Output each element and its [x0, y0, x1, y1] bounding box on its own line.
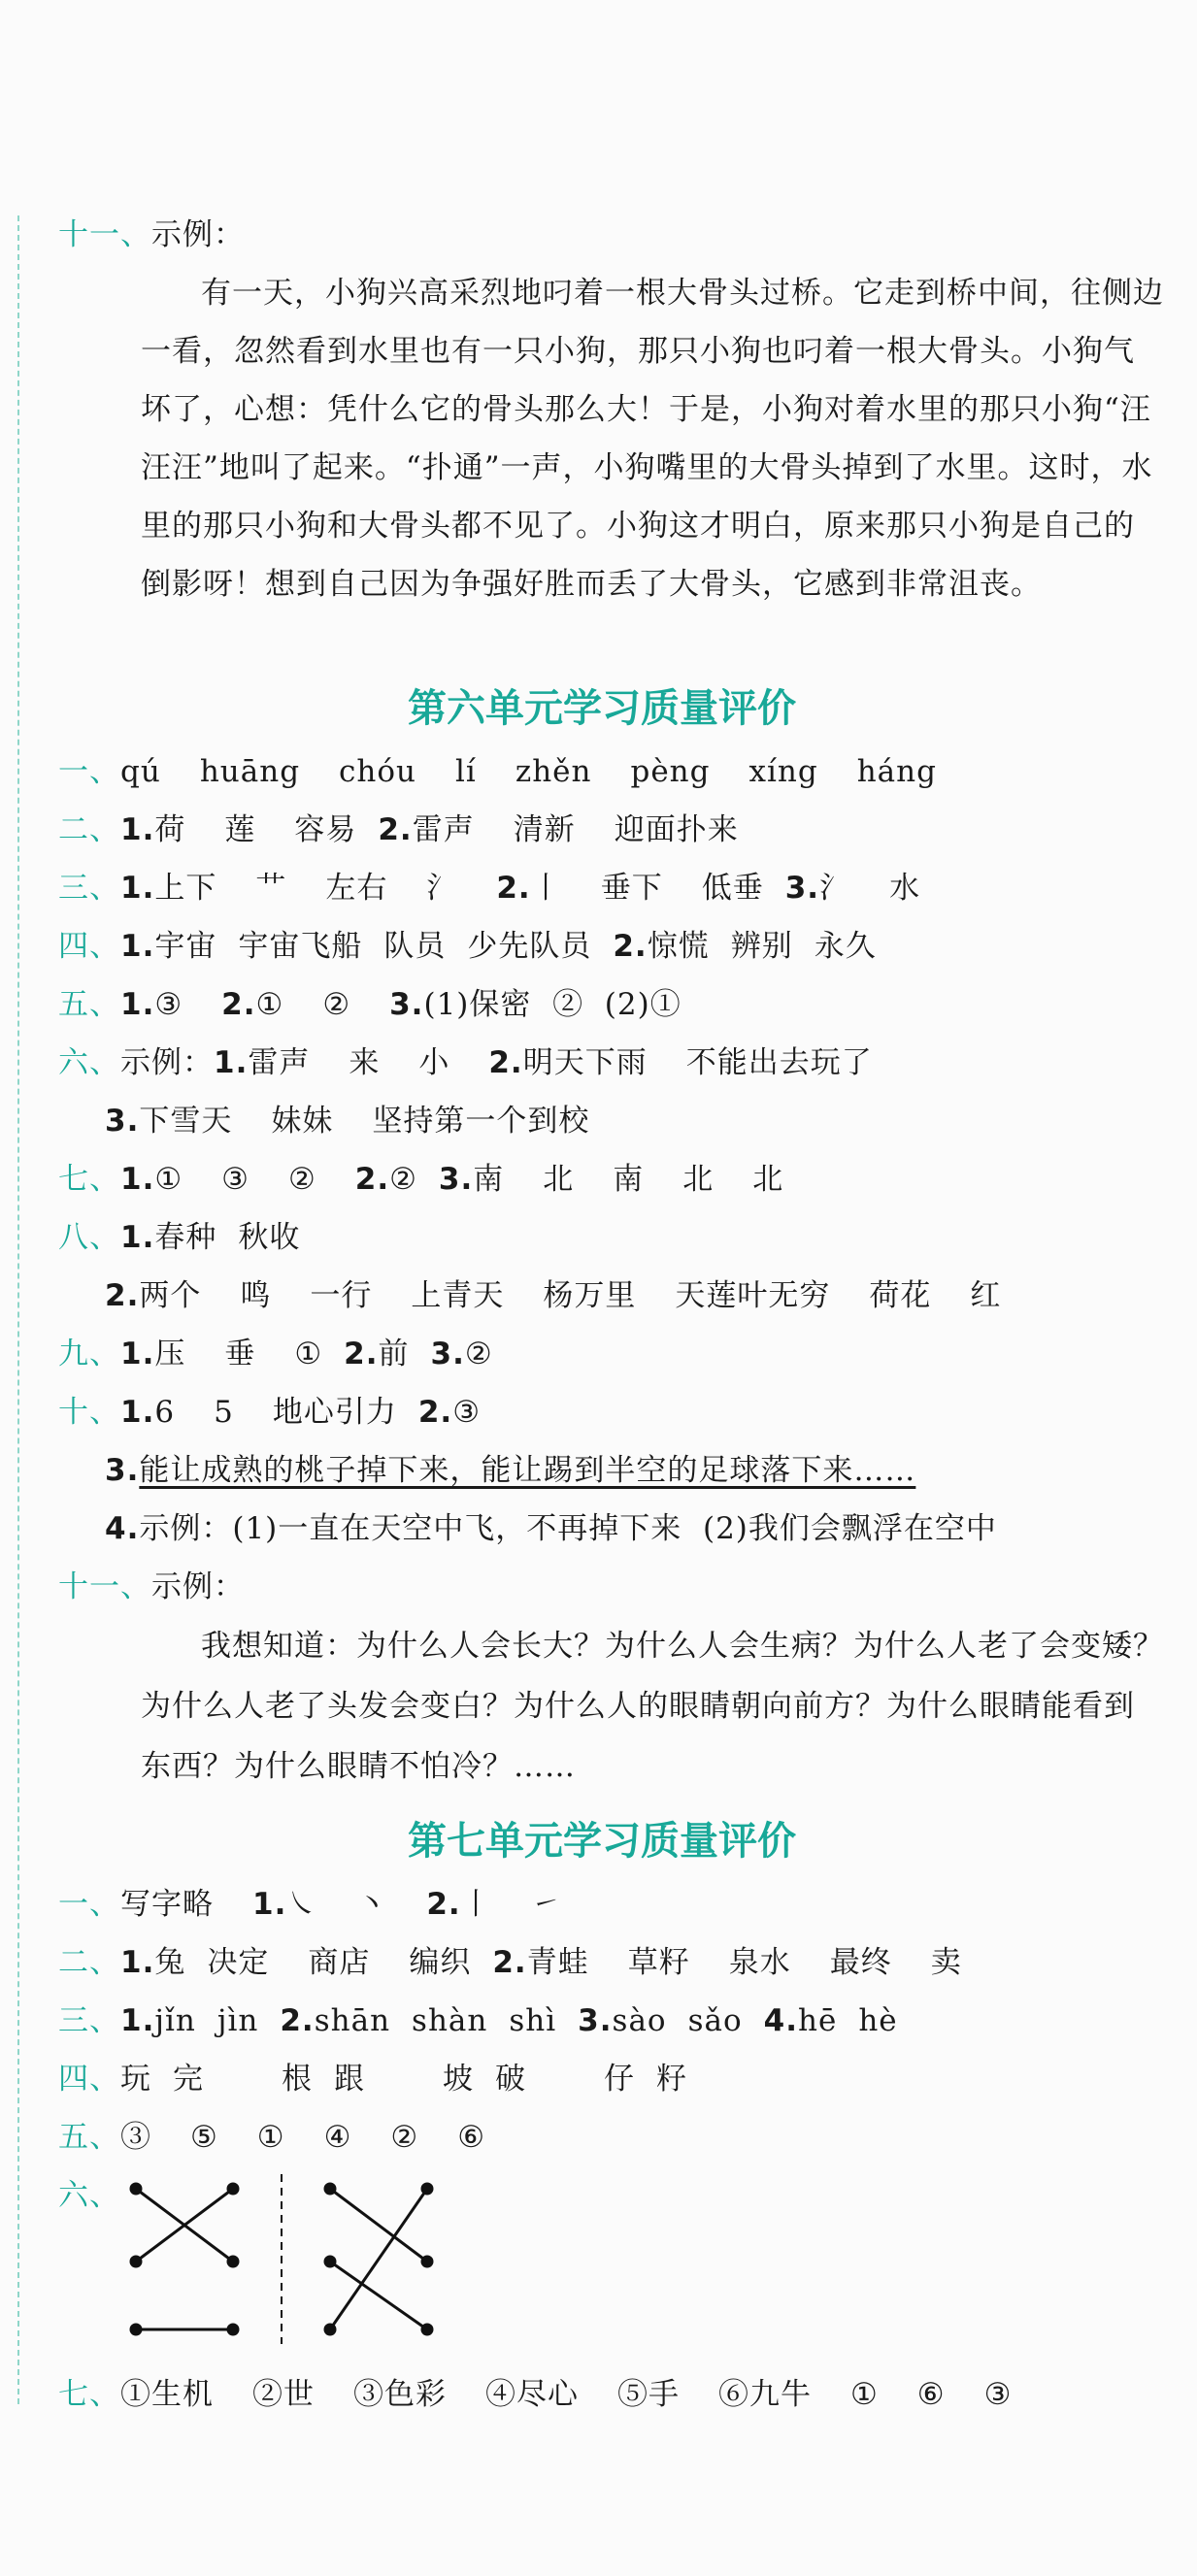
answer: 清新	[513, 812, 576, 847]
sub-num: 1.	[252, 1887, 287, 1922]
answer: ②	[390, 2120, 419, 2155]
q-label: 五、	[58, 987, 120, 1022]
stroke: 丨	[460, 1887, 492, 1922]
sub-num: 1.	[120, 812, 155, 847]
answer: 少先队员	[467, 929, 592, 964]
answer: 下雪天	[139, 1104, 233, 1139]
sub-num: 3.	[438, 1162, 474, 1197]
answer: 小	[418, 1045, 450, 1080]
q-label: 五、	[58, 2120, 120, 2155]
sub-num: 4.	[763, 2003, 799, 2038]
pinyin-item: sào	[612, 2003, 667, 2038]
answer: (1)保密 ② (2)①	[423, 987, 682, 1022]
answer: 仔	[604, 2062, 635, 2097]
u7-q3-line	[58, 2001, 898, 2040]
answer: ③	[221, 1162, 249, 1197]
answer: ②	[322, 987, 351, 1022]
answer: 北	[682, 1162, 715, 1197]
sub-num: 2.	[105, 1278, 140, 1313]
u6-q3-line	[58, 869, 920, 908]
u7-q7-line	[58, 2375, 1012, 2414]
q-label: 六、	[58, 1045, 120, 1080]
u6-q10-line2	[105, 1451, 915, 1490]
answer: 兔	[154, 1945, 186, 1980]
answer: ②世	[252, 2377, 315, 2412]
answer: 鸣	[240, 1278, 272, 1313]
sub-num: 2.	[492, 1945, 527, 1980]
answer: ⑤	[190, 2120, 218, 2155]
matching-diagram	[97, 2160, 505, 2354]
q-label: 六、	[58, 2178, 120, 2213]
u6-q8-line2	[105, 1276, 1001, 1315]
stroke: ㇀	[530, 1887, 562, 1922]
match-dot	[228, 2257, 238, 2266]
u6-essay	[141, 1616, 1165, 1797]
q-intro: 示例：	[151, 1569, 245, 1604]
sub-num: 3.	[105, 1453, 140, 1488]
answer: 辨别	[730, 929, 793, 964]
q-label: 十一、	[58, 1569, 151, 1604]
answer: 容易	[294, 812, 357, 847]
pinyin-item: hē	[798, 2003, 838, 2038]
answer: ①生机	[120, 2377, 214, 2412]
sub-num: 1.	[120, 929, 155, 964]
pinyin-item: chóu	[339, 754, 417, 789]
answer: 水	[889, 871, 921, 906]
pinyin-item: lí	[455, 754, 477, 789]
answer: 跟	[334, 2062, 365, 2097]
q-label: 三、	[58, 2003, 120, 2038]
answer: 春种	[154, 1220, 217, 1255]
sub-num: 3.	[105, 1104, 140, 1139]
sub-num: 2.	[280, 2003, 315, 2038]
pinyin-item: zhěn	[515, 754, 592, 789]
match-dot	[325, 2184, 335, 2194]
q-label: 七、	[58, 1162, 120, 1197]
sub-num: 3.	[389, 987, 424, 1022]
answer: ⑥	[457, 2120, 485, 2155]
answer: 明天下雨	[522, 1045, 648, 1080]
pinyin-item: qú	[120, 754, 161, 789]
answer: 雷声	[248, 1045, 311, 1080]
answer: 荷	[154, 812, 186, 847]
q-label: 八、	[58, 1220, 120, 1255]
q-label: 三、	[58, 871, 120, 906]
answer: 坚持第一个到校	[372, 1104, 590, 1139]
u7-q4-line	[58, 2060, 687, 2098]
pinyin-item: shān	[314, 2003, 391, 2038]
sub-num: 3.	[430, 1337, 465, 1371]
answer: ①	[294, 1337, 323, 1371]
pinyin-item: hè	[858, 2003, 898, 2038]
u6-q10-line	[58, 1393, 481, 1432]
sub-num: 3.	[784, 871, 820, 906]
answer: 北	[543, 1162, 575, 1197]
answer: 氵	[819, 871, 851, 906]
essay-text: 有一天，小狗兴高采烈地叼着一根大骨头过桥。它走到桥中间，往侧边一看，忽然看到水里也有一只小狗，那只小狗也叼着一根大骨头。小狗气坏了，心想：凭什么它的骨头那么大！于是，小狗对着水里的那只小狗“汪汪汪”地叫了起来。“扑通”一声，小狗嘴里的大骨头掉到了水里。这时，水里的那只小狗和大骨头都不见了。小狗这才明白，原来那只小狗是自己的倒影呀！想到自己因为争强好胜而丢了大骨头，它感到非常沮丧。	[141, 276, 1164, 602]
match-dot	[325, 2325, 335, 2334]
sub-num: 1.	[120, 871, 155, 906]
u5-q11-line	[58, 215, 245, 254]
match-dot	[228, 2184, 238, 2194]
match-dot	[422, 2257, 432, 2266]
answer: 宇宙飞船	[238, 929, 363, 964]
answer: 南	[613, 1162, 645, 1197]
answer: ⑥	[916, 2377, 946, 2412]
q-label: 七、	[58, 2377, 120, 2412]
answer: 能让成熟的桃子掉下来，能让踢到半空的足球落下来……	[139, 1453, 916, 1488]
q-label: 一、	[58, 1887, 120, 1922]
answer: 氵	[426, 871, 458, 906]
answer: 最终	[829, 1945, 892, 1980]
sub-num: 1.	[214, 1045, 249, 1080]
answer: ②	[287, 1162, 316, 1197]
essay-text: 我想知道：为什么人会长大？为什么人会生病？为什么人老了会变矮？为什么人老了头发会变白？为什么人的眼睛朝向前方？为什么眼睛能看到东西？为什么眼睛不怕冷？……	[141, 1629, 1164, 1784]
u6-q6-line	[58, 1043, 873, 1082]
answer: 丨	[530, 871, 562, 906]
match-dot	[131, 2257, 141, 2266]
answer: ②	[464, 1337, 493, 1371]
u6-q8-line	[58, 1218, 300, 1257]
answer: 籽	[656, 2062, 687, 2097]
pinyin-item: pèng	[630, 754, 711, 789]
sub-num: 2.	[354, 1162, 390, 1197]
answer: 破	[495, 2062, 526, 2097]
answer-page	[17, 215, 1184, 2412]
pinyin-item: shì	[509, 2003, 557, 2038]
answer: 宇宙	[154, 929, 217, 964]
answer: 青蛙	[526, 1945, 589, 1980]
answer: 玩	[120, 2062, 151, 2097]
match-line	[330, 2262, 427, 2329]
u6-q11-line	[58, 1568, 245, 1606]
answer: ①	[256, 2120, 285, 2155]
q-label: 四、	[58, 2062, 120, 2097]
answer: 写字略	[120, 1887, 214, 1922]
answer: ①	[154, 1162, 183, 1197]
sub-num: 2.	[221, 987, 256, 1022]
pinyin-item: xíng	[748, 754, 818, 789]
answer: 压	[154, 1337, 186, 1371]
match-line	[330, 2189, 427, 2329]
q-label: 二、	[58, 812, 120, 847]
q-label: 一、	[58, 754, 120, 789]
u7-q5-line	[58, 2118, 485, 2157]
answer: ③	[120, 2120, 151, 2155]
q-label: 四、	[58, 929, 120, 964]
u6-q2-line	[58, 810, 739, 849]
pinyin-item: huāng	[199, 754, 301, 789]
sub-num: 2.	[488, 1045, 523, 1080]
answer: 北	[752, 1162, 784, 1197]
match-dot	[228, 2325, 238, 2334]
u6-q10-line3	[105, 1509, 997, 1548]
q-label: 九、	[58, 1337, 120, 1371]
sub-num: 2.	[496, 871, 531, 906]
answer: 垂	[224, 1337, 256, 1371]
answer: ③	[154, 987, 183, 1022]
sub-num: 1.	[120, 987, 155, 1022]
match-dot	[131, 2325, 141, 2334]
sub-num: 2.	[426, 1887, 461, 1922]
pinyin-item: jìn	[216, 2003, 259, 2038]
answer: ④尽心	[485, 2377, 579, 2412]
answer: 示例：(1)一直在天空中飞，不再掉下来 (2)我们会飘浮在空中	[139, 1511, 997, 1546]
answer: 不能出去玩了	[685, 1045, 873, 1080]
answer: 左右	[325, 871, 388, 906]
sub-num: 4.	[105, 1511, 140, 1546]
answer: 红	[970, 1278, 1002, 1313]
q-label: 十一、	[58, 217, 151, 252]
answer: 来	[349, 1045, 381, 1080]
answer: 前	[378, 1337, 410, 1371]
answer: 坡	[443, 2062, 474, 2097]
answer: 天莲叶无穷	[675, 1278, 831, 1313]
answer: 妹妹	[271, 1104, 334, 1139]
answer: 泉水	[728, 1945, 791, 1980]
sub-num: 1.	[120, 1337, 155, 1371]
answer: ④	[323, 2120, 352, 2155]
match-dot	[422, 2184, 432, 2194]
u5-essay	[141, 264, 1165, 613]
answer: 低垂	[701, 871, 764, 906]
u6-q5-line	[58, 985, 682, 1024]
match-dot	[131, 2184, 141, 2194]
u7-q1-line	[58, 1885, 562, 1924]
answer: 草籽	[627, 1945, 690, 1980]
pinyin-item: sǎo	[687, 2003, 743, 2038]
sub-num: 2.	[613, 929, 648, 964]
match-line	[330, 2189, 427, 2262]
sub-num: 2.	[344, 1337, 379, 1371]
answer: 决定	[207, 1945, 270, 1980]
sub-num: 3.	[578, 2003, 613, 2038]
match-dot	[422, 2325, 432, 2334]
sub-num: 1.	[120, 1395, 155, 1430]
answer: 编织	[409, 1945, 472, 1980]
answer: 南	[473, 1162, 505, 1197]
answer: ③	[452, 1395, 481, 1430]
answer: ③	[983, 2377, 1013, 2412]
answer: 上下	[154, 871, 217, 906]
answer: 上青天	[411, 1278, 505, 1313]
answer: 地心引力	[272, 1395, 397, 1430]
answer: ①	[850, 2377, 879, 2412]
answer: 卖	[930, 1945, 962, 1980]
answer: 两个	[139, 1278, 202, 1313]
answer: 根	[282, 2062, 313, 2097]
answer: ⑤手	[617, 2377, 680, 2412]
stroke: 丶	[356, 1887, 388, 1922]
answer: ①	[255, 987, 284, 1022]
sub-num: 2.	[417, 1395, 453, 1430]
u6-q9-line	[58, 1335, 493, 1373]
answer: ②	[389, 1162, 417, 1197]
pinyin-item: shàn	[412, 2003, 488, 2038]
answer: 永久	[814, 929, 877, 964]
sub-num: 1.	[120, 1220, 155, 1255]
sub-num: 1.	[120, 1162, 155, 1197]
answer: ⑥九牛	[718, 2377, 812, 2412]
answer: 秋收	[238, 1220, 301, 1255]
answer: 垂下	[600, 871, 663, 906]
pinyin-item: háng	[856, 754, 937, 789]
sub-num: 1.	[120, 2003, 155, 2038]
q-label: 十、	[58, 1395, 120, 1430]
unit6-title: 第六单元学习质量评价	[408, 686, 796, 731]
stroke: ㇏	[286, 1887, 318, 1922]
answer: 商店	[308, 1945, 371, 1980]
q-intro: 示例：	[151, 217, 245, 252]
answer: 雷声	[412, 812, 475, 847]
answer: 艹	[255, 871, 287, 906]
answer: 5	[214, 1395, 234, 1430]
answer: 6	[154, 1395, 176, 1430]
pinyin-item: jǐn	[154, 2003, 196, 2038]
answer: 完	[173, 2062, 204, 2097]
u6-q1-line	[58, 752, 937, 791]
u6-q4-line	[58, 927, 877, 966]
answer: 队员	[383, 929, 447, 964]
sub-num: 2.	[378, 812, 413, 847]
sub-num: 1.	[120, 1945, 155, 1980]
unit7-title: 第七单元学习质量评价	[408, 1819, 796, 1864]
answer: 杨万里	[543, 1278, 637, 1313]
answer: 荷花	[869, 1278, 932, 1313]
answer: 惊慌	[647, 929, 710, 964]
u7-q2-line	[58, 1943, 962, 1982]
q-intro: 示例：	[120, 1045, 214, 1080]
answer: 一行	[310, 1278, 373, 1313]
u6-q6-line2	[105, 1102, 589, 1140]
q-label: 二、	[58, 1945, 120, 1980]
answer: ③色彩	[353, 2377, 447, 2412]
answer: 迎面扑来	[614, 812, 739, 847]
answer: 莲	[224, 812, 256, 847]
match-dot	[325, 2257, 335, 2266]
u6-q7-line	[58, 1160, 783, 1199]
